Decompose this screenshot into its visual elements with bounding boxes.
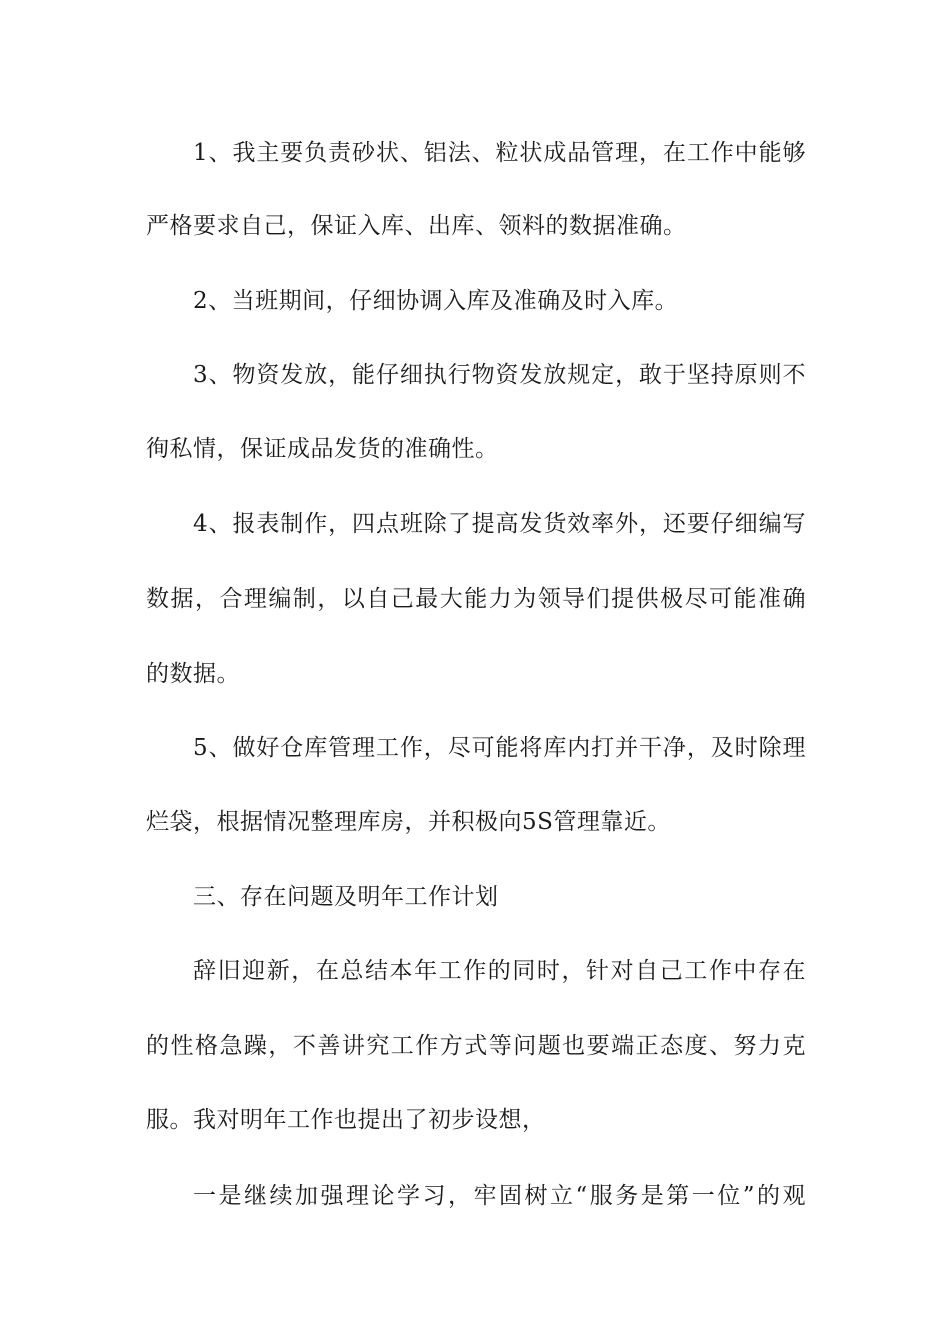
paragraph-line: 的数据。 bbox=[146, 661, 240, 687]
paragraph-line: 数据，合理编制，以自己最大能力为领导们提供极尽可能准确 bbox=[146, 586, 806, 612]
paragraph-line: 3、物资发放，能仔细执行物资发放规定，敢于坚持原则不 bbox=[193, 362, 806, 388]
section-heading: 三、存在问题及明年工作计划 bbox=[193, 884, 499, 910]
paragraph-line: 烂袋，根据情况整理库房，并积极向5S管理靠近。 bbox=[146, 809, 671, 835]
paragraph-line: 2、当班期间，仔细协调入库及准确及时入库。 bbox=[193, 288, 679, 314]
paragraph-line: 徇私情，保证成品发货的准确性。 bbox=[146, 436, 499, 462]
paragraph-line: 服。我对明年工作也提出了初步设想， bbox=[146, 1107, 546, 1133]
paragraph-line: 辞旧迎新，在总结本年工作的同时，针对自己工作中存在 bbox=[193, 958, 806, 984]
paragraph-line: 5、做好仓库管理工作，尽可能将库内打并干净，及时除理 bbox=[193, 735, 806, 761]
paragraph-line: 严格要求自己，保证入库、出库、领料的数据准确。 bbox=[146, 213, 687, 239]
paragraph-line: 一是继续加强理论学习，牢固树立“服务是第一位”的观 bbox=[193, 1183, 806, 1209]
paragraph-line: 4、报表制作，四点班除了提高发货效率外，还要仔细编写 bbox=[193, 511, 806, 537]
paragraph-line: 1、我主要负责砂状、铝法、粒状成品管理，在工作中能够 bbox=[193, 140, 806, 166]
paragraph-line: 的性格急躁，不善讲究工作方式等问题也要端正态度、努力克 bbox=[146, 1033, 806, 1059]
